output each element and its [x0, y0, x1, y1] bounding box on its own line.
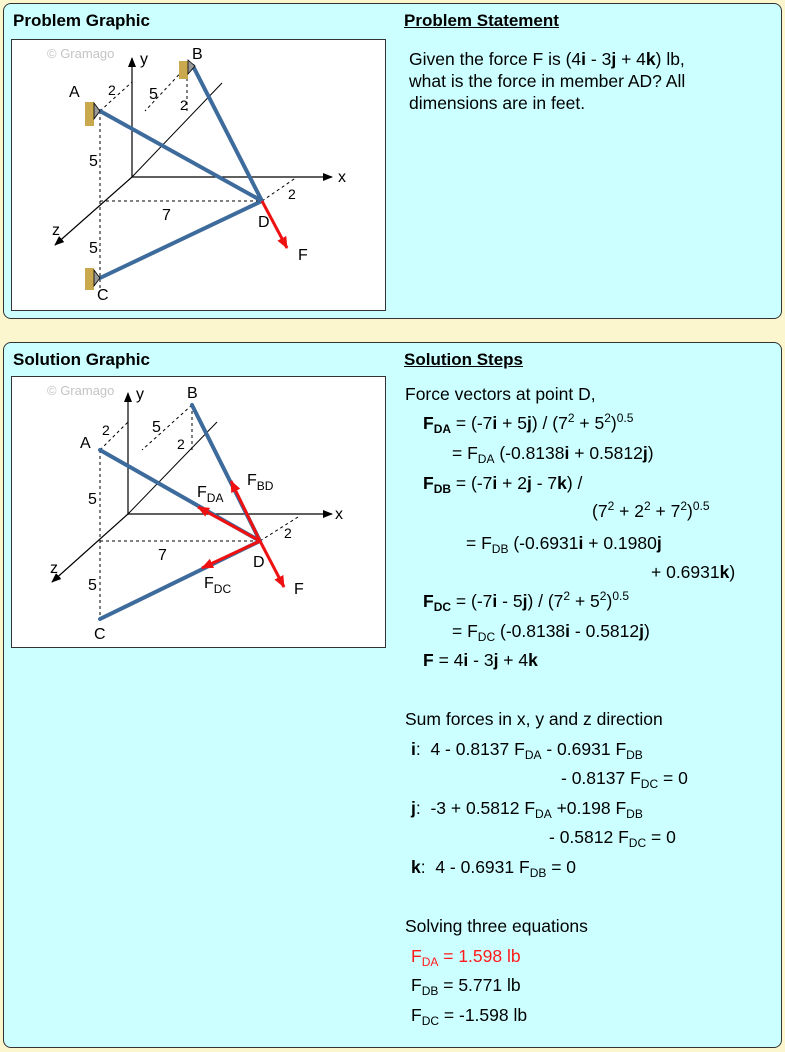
problem-diagram [11, 39, 386, 311]
result-fdb: $F_{DB} = 5.771$ lb [411, 975, 521, 998]
point-a-label: A [80, 435, 91, 452]
x-axis-label: x [338, 169, 346, 186]
dim-label: 5 [89, 240, 98, 257]
equation-line: i: 4 - 0.8137 $F_{DA} - 0.6931$ $F_{DB}$ [411, 739, 643, 762]
z-axis-label: z [52, 222, 60, 239]
statement-line: what is the force in member AD? All [409, 71, 686, 91]
dim-label: 2 [288, 186, 296, 202]
dim-label: 2 [177, 436, 185, 452]
point-a-label: A [69, 84, 80, 101]
dim-label: 5 [149, 86, 158, 103]
dim-label: 7 [158, 547, 167, 564]
z-axis-label: z [50, 560, 58, 577]
equation-line: = $F_{DB}$ (-0.6931i + 0.1980j [466, 533, 662, 556]
steps-intro: Force vectors at point D, [405, 384, 596, 404]
result-fdc: $F_{DC} = -1.598$ lb [411, 1005, 528, 1028]
point-b-label: B [192, 46, 203, 63]
statement-line: Given the force F is (4i - 3j + 4k) lb, [409, 49, 685, 69]
equation-line: $F_{DA} = (-7i + 5j) / (7^2 + 5^2)^{0.5}$ [423, 411, 634, 436]
equation-line: $(7^2 + 2^2 + 7^2)^{0.5}$ [592, 499, 710, 521]
point-c-label: C [94, 626, 106, 643]
copyright-text: © Gramago [47, 383, 115, 398]
z-axis [55, 177, 132, 245]
dim-label: 2 [284, 525, 292, 541]
force-fdc-label: $F_{DC}$ [204, 575, 232, 596]
point-b-label: B [187, 385, 198, 402]
equation-line: - 0.8137 $F_{DC} = 0$ [561, 768, 688, 791]
copyright-text: © Gramago [47, 46, 115, 61]
force-fda-label: $F_{DA}$ [197, 484, 224, 505]
equation-line: F = 4i - 3j + 4k [423, 650, 538, 670]
equation-line: k: 4 - 0.6931 $F_{DB} = 0$ [411, 857, 577, 880]
problem-statement [409, 48, 685, 114]
result-fda: $F_{DA} = 1.598$ lb [411, 946, 521, 969]
force-f-label: F [298, 247, 308, 264]
equation-line: = $F_{DA}$ (-0.8138i + 0.5812j) [452, 443, 654, 466]
y-axis-label: y [136, 386, 144, 403]
dim-label: 5 [89, 153, 98, 170]
force-fbd-label: $F_{BD}$ [247, 472, 274, 493]
force-fdc-arrow [202, 541, 260, 568]
equation-line: - 0.5812 $F_{DC} = 0$ [549, 827, 676, 850]
statement-line: dimensions are in feet. [409, 93, 586, 113]
equation-line: $F_{DC} = (-7i - 5j) / (7^2 + 5^2)^{0.5}$ [423, 589, 629, 614]
solution-graphic-heading: Solution Graphic [13, 350, 150, 369]
point-d-label: D [253, 554, 265, 571]
dim-label: 2 [108, 82, 116, 98]
equation-line: $F_{DB} = (-7i + 2j - 7k)$ / [423, 473, 583, 496]
problem-graphic-heading: Problem Graphic [13, 11, 150, 30]
sum-heading: Sum forces in x, y and z direction [405, 709, 663, 729]
dim-label: 2 [102, 422, 110, 438]
dim-label: 2 [180, 97, 188, 113]
dim-label: 5 [88, 491, 97, 508]
equation-line: j: -3 + 0.5812 $F_{DA} +0.198$ $F_{DB}$ [411, 798, 643, 821]
solve-heading: Solving three equations [405, 916, 588, 936]
point-d-label: D [258, 214, 270, 231]
dim-label: 5 [88, 577, 97, 594]
dim-label: 7 [162, 207, 171, 224]
x-axis-label: x [335, 506, 343, 523]
solution-diagram [11, 376, 386, 648]
z-axis [52, 514, 128, 582]
point-c-label: C [97, 287, 109, 304]
y-axis-label: y [140, 51, 148, 68]
equation-line: = $F_{DC}$ (-0.8138i - 0.5812j) [452, 621, 650, 644]
equation-line: + 0.6931k) [651, 562, 736, 582]
support-a [85, 102, 100, 126]
force-f-label: F [294, 581, 304, 598]
dim-label: 5 [152, 419, 161, 436]
problem-statement-heading: Problem Statement [404, 11, 559, 30]
solution-steps-heading: Solution Steps [404, 350, 523, 369]
